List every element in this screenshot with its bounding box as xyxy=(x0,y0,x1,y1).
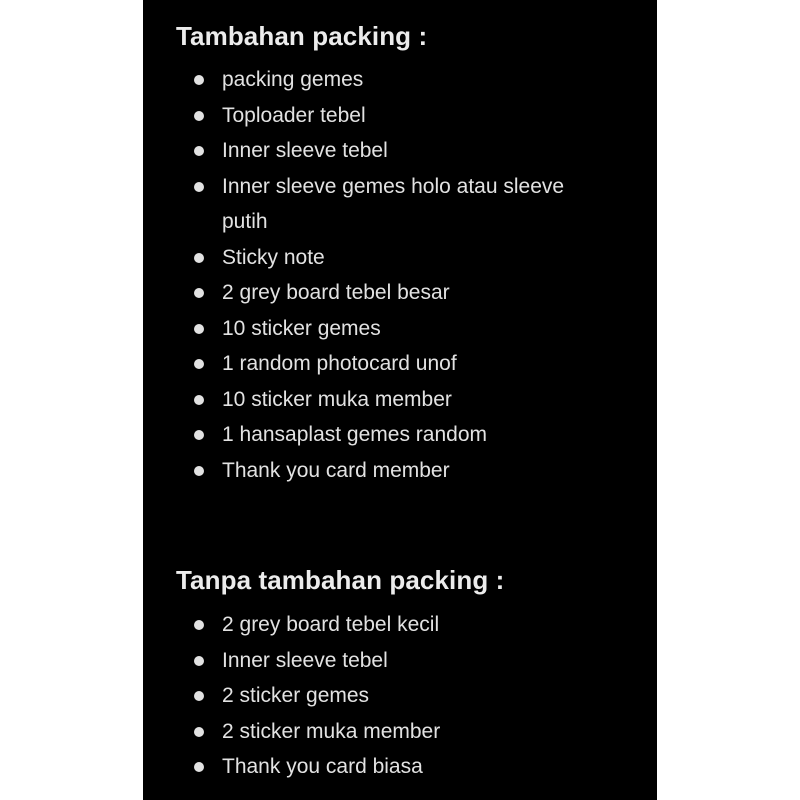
bullet-icon xyxy=(194,146,204,156)
section-title-tambahan-packing: Tambahan packing : xyxy=(176,21,428,51)
list-item xyxy=(143,607,657,643)
list-item-text: packing gemes xyxy=(222,68,364,91)
list-item-text: Inner sleeve gemes holo atau sleeve putih xyxy=(222,174,565,233)
list-item xyxy=(143,169,657,240)
list-item-text: 1 hansaplast gemes random xyxy=(222,423,487,446)
list-item-text: 10 sticker gemes xyxy=(222,316,381,340)
list-item-text: 2 sticker gemes xyxy=(222,684,370,707)
bullet-icon xyxy=(194,727,204,737)
list-item-text: Sticky note xyxy=(222,245,325,269)
bullet-icon xyxy=(194,253,204,263)
list-item-text: 10 sticker muka member xyxy=(222,387,452,411)
section-title-tanpa-tambahan-packing: Tanpa tambahan packing : xyxy=(176,565,505,595)
list-item-text: Thank you card member xyxy=(222,458,450,482)
list-item-text: Thank you card biasa xyxy=(222,755,423,778)
bullet-icon xyxy=(194,395,204,405)
bullet-icon xyxy=(194,466,204,476)
list-item-text: 1 random photocard unof xyxy=(222,352,457,375)
bullet-icon xyxy=(194,762,204,772)
tambahan-packing-list xyxy=(143,62,657,488)
bullet-icon xyxy=(194,75,204,85)
list-item-text: Toploader tebel xyxy=(222,103,366,127)
list-item xyxy=(143,133,657,169)
list-item xyxy=(143,417,657,453)
bullet-icon xyxy=(194,111,204,121)
bullet-icon xyxy=(194,620,204,630)
list-item xyxy=(143,240,657,276)
tanpa-tambahan-packing-list xyxy=(143,607,657,785)
bullet-icon xyxy=(194,359,204,369)
document-canvas xyxy=(143,0,657,800)
list-item xyxy=(143,453,657,489)
bullet-icon xyxy=(194,656,204,666)
list-item xyxy=(143,643,657,679)
list-item-text: 2 grey board tebel kecil xyxy=(222,613,440,636)
list-item-text: Inner sleeve tebel xyxy=(222,139,388,162)
list-item xyxy=(143,275,657,311)
bullet-icon xyxy=(194,324,204,334)
list-item xyxy=(143,714,657,750)
list-item xyxy=(143,382,657,418)
bullet-icon xyxy=(194,182,204,192)
list-item-text: 2 grey board tebel besar xyxy=(222,281,450,304)
list-item xyxy=(143,62,657,98)
list-item xyxy=(143,749,657,785)
list-item xyxy=(143,98,657,134)
bullet-icon xyxy=(194,691,204,701)
list-item xyxy=(143,678,657,714)
list-item-text: Inner sleeve tebel xyxy=(222,648,388,672)
list-item xyxy=(143,346,657,382)
bullet-icon xyxy=(194,430,204,440)
bullet-icon xyxy=(194,288,204,298)
list-item-text: 2 sticker muka member xyxy=(222,719,441,743)
list-item xyxy=(143,311,657,347)
